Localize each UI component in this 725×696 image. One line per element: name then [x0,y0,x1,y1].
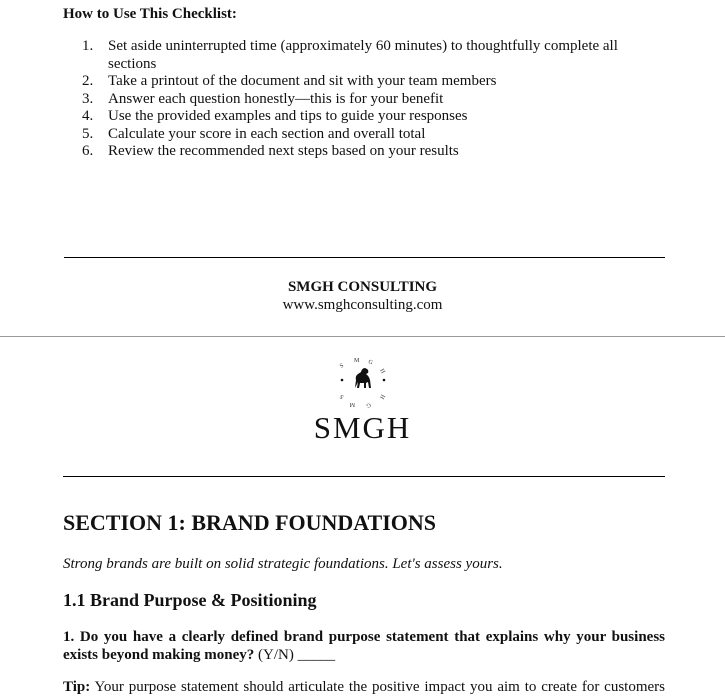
section-title: SECTION 1: BRAND FOUNDATIONS [63,510,437,535]
footer-divider [64,257,665,258]
list-item [63,143,633,161]
list-item [63,38,633,73]
step-number: 6. [82,143,94,159]
tip-paragraph [63,678,665,696]
step-text: Set aside uninterrupted time (approximately 60 minutes) to thoughtfully complete all sections [108,38,618,72]
step-number: 5. [82,125,94,142]
step-number: 2. [82,73,94,89]
step-number: 1. [82,38,94,54]
brand-wordmark: SMGH [313,410,412,445]
tip-label: Tip: [63,679,91,695]
list-item [63,73,633,91]
page-break-divider [0,336,725,337]
step-text: Use the provided examples and tips to guide your responses [108,108,468,124]
svg-text:G: G [367,359,374,367]
footer-website-link[interactable]: www.smghconsulting.com [282,297,443,313]
svg-text:H: H [378,368,386,375]
step-text: Review the recommended next steps based on your results [108,143,459,159]
svg-text:S: S [339,362,345,370]
step-text: Answer each question honestly—this is for your benefit [108,90,444,107]
subsection-title: 1.1 Brand Purpose & Positioning [63,590,317,610]
header-divider [63,476,665,477]
step-text: Calculate your score in each section and overall total [108,125,426,142]
checklist-steps [63,38,633,161]
footer-company-name: SMGH CONSULTING [287,279,438,295]
svg-text:S: S [339,392,345,400]
step-number: 3. [82,90,94,107]
list-item [63,108,633,126]
tip-text: Your purpose statement should articulate the positive impact you aim to create for customers [90,679,665,695]
question-1 [63,628,665,664]
question-text: 1. Do you have a clearly defined brand purpose statement that explains why your business exists beyond making money? [63,629,665,663]
svg-text:H: H [378,393,386,400]
svg-text:G: G [365,401,372,408]
list-item [63,126,633,144]
answer-blank: (Y/N) _____ [254,647,336,663]
step-text: Take a printout of the document and sit with your team members [108,73,497,89]
step-number: 4. [82,108,94,124]
list-item [63,91,633,109]
section-intro: Strong brands are built on solid strategic foundations. Let's assess yours. [63,556,503,572]
svg-text:M: M [354,358,360,364]
horse-logo-icon [331,352,393,408]
checklist-heading: How to Use This Checklist: [63,6,237,22]
svg-text:M: M [349,401,355,407]
